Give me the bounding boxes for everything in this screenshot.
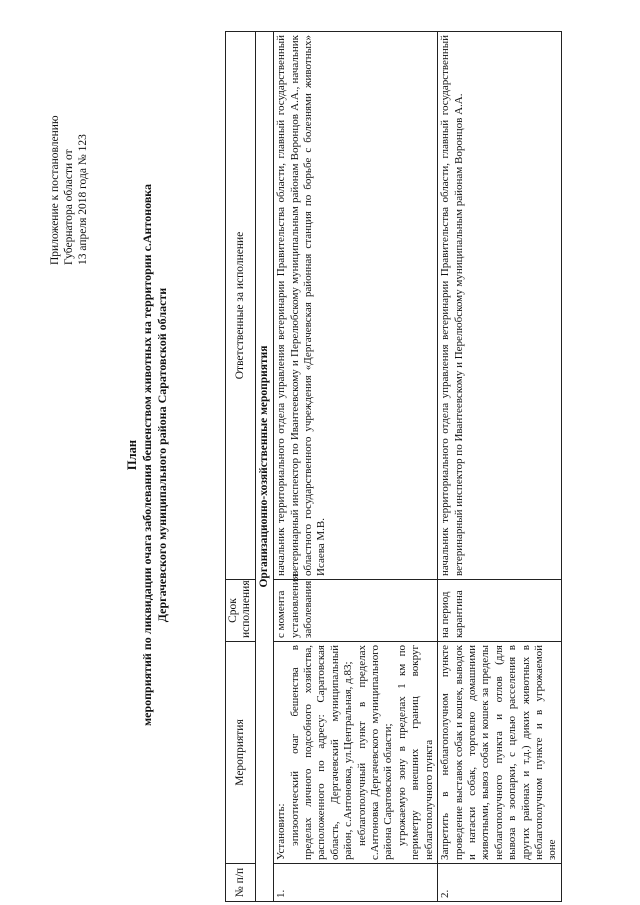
row-measure — [438, 642, 562, 864]
table-row — [274, 32, 438, 902]
header-responsible: Ответственные за исполнение — [226, 32, 256, 580]
title-line-3: Дергачевского муниципального района Саратовской области — [155, 287, 169, 623]
section-title: Организационно-хозяйственные мероприятия — [255, 32, 273, 902]
header-term: Срок исполнения — [226, 580, 256, 642]
header-num: № п/п — [226, 864, 256, 902]
row-measure — [274, 642, 438, 864]
row-responsible: начальник территориального отдела управления ветеринарии Правительства области, главный государственный ветеринарный инспектор по Ивантеевскому и Перелюбскому муниципальным районам Воронцов А.А., начальник областного государственного учреждения «Дергачевская районная станция по борьбе с болезнями животных» Исаева М.В. — [274, 32, 438, 580]
title-line-2: мероприятий по ликвидации очага заболевания бешенством животных на территории с.Антоновка — [140, 183, 154, 727]
appendix-line-3: 13 апреля 2018 года № 123 — [77, 134, 89, 265]
plan-table — [225, 31, 562, 902]
row-num: 2. — [438, 864, 562, 902]
row-term: с момента установления заболевания — [274, 580, 438, 642]
header-measures: Мероприятия — [226, 642, 256, 864]
measure-paragraph: эпизоотический очаг бешенства в пределах личного подсобного хозяйства, расположенного по адресу: Саратовская область, Дергачевский муниципальный район, с.Антоновка, ул.Центральная, д.83; — [288, 645, 355, 860]
row-num: 1. — [274, 864, 438, 902]
document-title — [125, 65, 170, 845]
measure-paragraph: неблагополучный пункт в пределах с.Антоновка Дергачевского муниципального района Саратовской области; — [355, 645, 395, 860]
row-term: на период карантина — [438, 580, 562, 642]
appendix-line-2: Губернатора области от — [63, 149, 75, 265]
section-row — [255, 32, 273, 902]
table-row — [438, 32, 562, 902]
appendix-header — [48, 45, 90, 265]
measure-paragraph: Установить: — [275, 803, 288, 860]
table-header-row — [226, 32, 256, 902]
measure-paragraph: Запретить в неблагополучном пункте проведение выставок собак и кошек, выводок и натаски собак, торговлю домашними животными, вывоз собак и кошек за пределы неблагополучного пункта и отлов (для вывоза в зоопарки, с целью расселения в других районах и т.д.) диких животных в неблагополучном пункте и в угрожаемой зоне — [439, 645, 559, 860]
title-plan: План — [125, 439, 139, 471]
measure-paragraph: угрожаемую зону в пределах 1 км по периметру внешних границ вокруг неблагополучного пункта — [395, 645, 435, 860]
appendix-line-1: Приложение к постановлению — [49, 115, 61, 265]
row-responsible: начальник территориального отдела управления ветеринарии Правительства области, главный государственный ветеринарный инспектор по Ивантеевскому и Перелюбскому муниципальным районам Воронцов А.А. — [438, 32, 562, 580]
